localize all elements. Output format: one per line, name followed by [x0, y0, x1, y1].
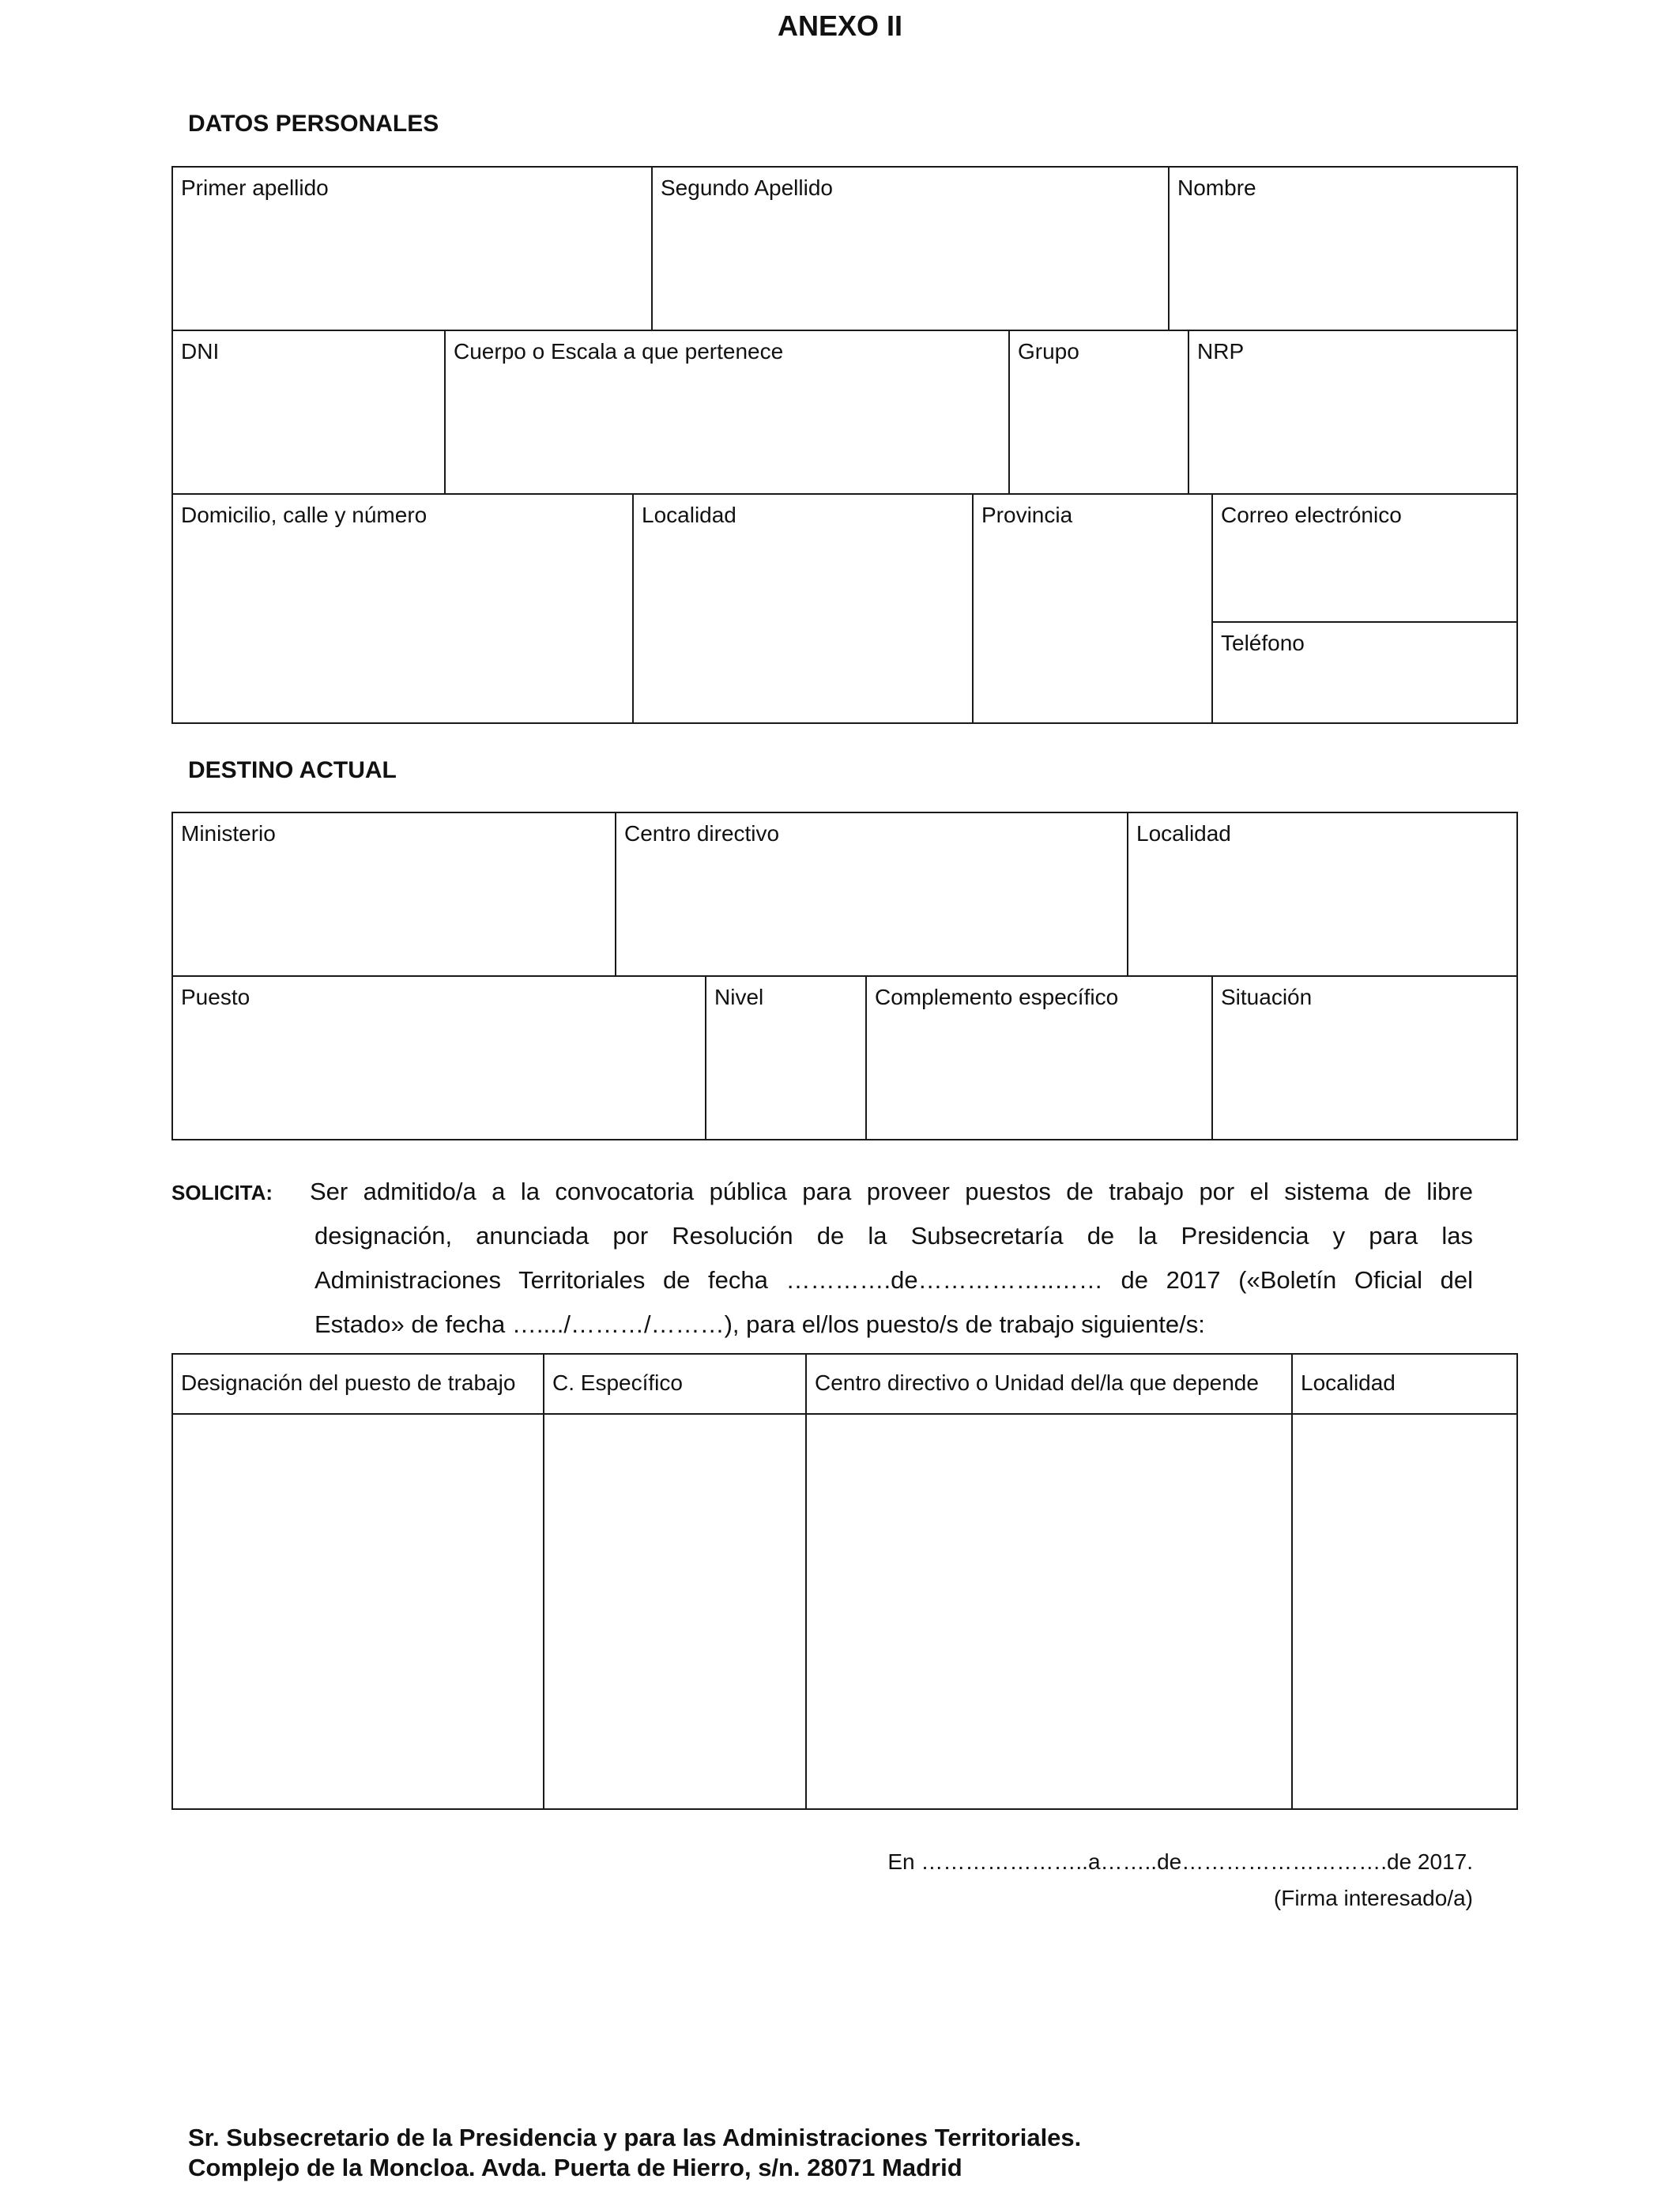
field-label: Complemento específico — [875, 985, 1119, 1009]
field-label: Provincia — [981, 503, 1073, 527]
solicita-paragraph-first — [310, 1170, 1473, 1214]
field-label: Localidad — [1136, 821, 1231, 846]
field-cuerpo-escala[interactable] — [444, 330, 1010, 495]
field-label: DNI — [181, 339, 220, 364]
table-header-label: Centro directivo o Unidad del/la que depende — [815, 1370, 1259, 1395]
field-label: Centro directivo — [624, 821, 780, 846]
field-nombre[interactable] — [1168, 166, 1518, 331]
field-primer-apellido[interactable] — [171, 166, 653, 331]
field-label: Grupo — [1018, 339, 1079, 364]
field-label: Primer apellido — [181, 175, 329, 200]
field-label: Cuerpo o Escala a que pertenece — [454, 339, 784, 364]
solicita-label: SOLICITA: — [171, 1181, 273, 1204]
field-nrp[interactable] — [1188, 330, 1518, 495]
field-label: Puesto — [181, 985, 250, 1009]
table-cell-centro-directivo[interactable] — [805, 1413, 1293, 1810]
field-segundo-apellido[interactable] — [651, 166, 1170, 331]
section-heading-destino-actual: DESTINO ACTUAL — [188, 757, 397, 783]
signature-caption: (Firma interesado/a) — [1273, 1886, 1473, 1910]
field-dni[interactable] — [171, 330, 446, 495]
solicita-line: Administraciones Territoriales de fecha ………….de……………..…… de 2017 («Boletín Oficial del — [315, 1266, 1473, 1294]
field-label: Situación — [1221, 985, 1313, 1009]
field-correo-electronico[interactable] — [1211, 493, 1518, 623]
field-label: Teléfono — [1221, 631, 1305, 655]
field-telefono[interactable] — [1211, 621, 1518, 724]
field-localidad[interactable] — [632, 493, 974, 724]
table-header-designacion — [171, 1353, 544, 1415]
field-domicilio[interactable] — [171, 493, 634, 724]
addressee-line: Sr. Subsecretario de la Presidencia y para las Administraciones Territoriales. — [188, 2124, 1082, 2151]
table-header-label: C. Específico — [552, 1370, 683, 1395]
field-label: Nivel — [714, 985, 764, 1009]
field-situacion[interactable] — [1211, 975, 1518, 1140]
address-line: Complejo de la Moncloa. Avda. Puerta de Hierro, s/n. 28071 Madrid — [188, 2154, 962, 2181]
document-title: ANEXO II — [777, 9, 903, 42]
field-label: NRP — [1197, 339, 1245, 364]
solicita-line: designación, anunciada por Resolución de la Subsecretaría de la Presidencia y para las — [315, 1222, 1473, 1250]
place-date-line: En …………………..a……..de……………………….de 2017. — [887, 1849, 1473, 1874]
field-label: Localidad — [642, 503, 736, 527]
table-cell-c-especifico[interactable] — [543, 1413, 807, 1810]
field-puesto[interactable] — [171, 975, 706, 1140]
field-label: Correo electrónico — [1221, 503, 1402, 527]
table-header-label: Localidad — [1301, 1370, 1396, 1395]
field-destino-localidad[interactable] — [1127, 812, 1518, 977]
field-label: Segundo Apellido — [661, 175, 833, 200]
table-header-localidad — [1291, 1353, 1518, 1415]
field-label: Ministerio — [181, 821, 276, 846]
table-cell-designacion[interactable] — [171, 1413, 544, 1810]
section-heading-datos-personales: DATOS PERSONALES — [188, 111, 439, 137]
field-complemento-especifico[interactable] — [865, 975, 1213, 1140]
table-header-label: Designación del puesto de trabajo — [181, 1370, 516, 1395]
solicita-paragraph-rest — [315, 1214, 1473, 1347]
field-nivel[interactable] — [705, 975, 867, 1140]
table-header-c-especifico — [543, 1353, 807, 1415]
field-ministerio[interactable] — [171, 812, 616, 977]
table-header-centro-directivo — [805, 1353, 1293, 1415]
field-label: Nombre — [1177, 175, 1256, 200]
solicita-line: Estado» de fecha …..../………/………), para el/los puesto/s de trabajo siguiente/s: — [315, 1310, 1205, 1338]
table-cell-localidad[interactable] — [1291, 1413, 1518, 1810]
field-provincia[interactable] — [972, 493, 1213, 724]
solicita-line: Ser admitido/a a la convocatoria pública para proveer puestos de trabajo por el sistema de libre — [310, 1178, 1473, 1205]
field-centro-directivo[interactable] — [615, 812, 1128, 977]
field-label: Domicilio, calle y número — [181, 503, 428, 527]
field-grupo[interactable] — [1008, 330, 1189, 495]
